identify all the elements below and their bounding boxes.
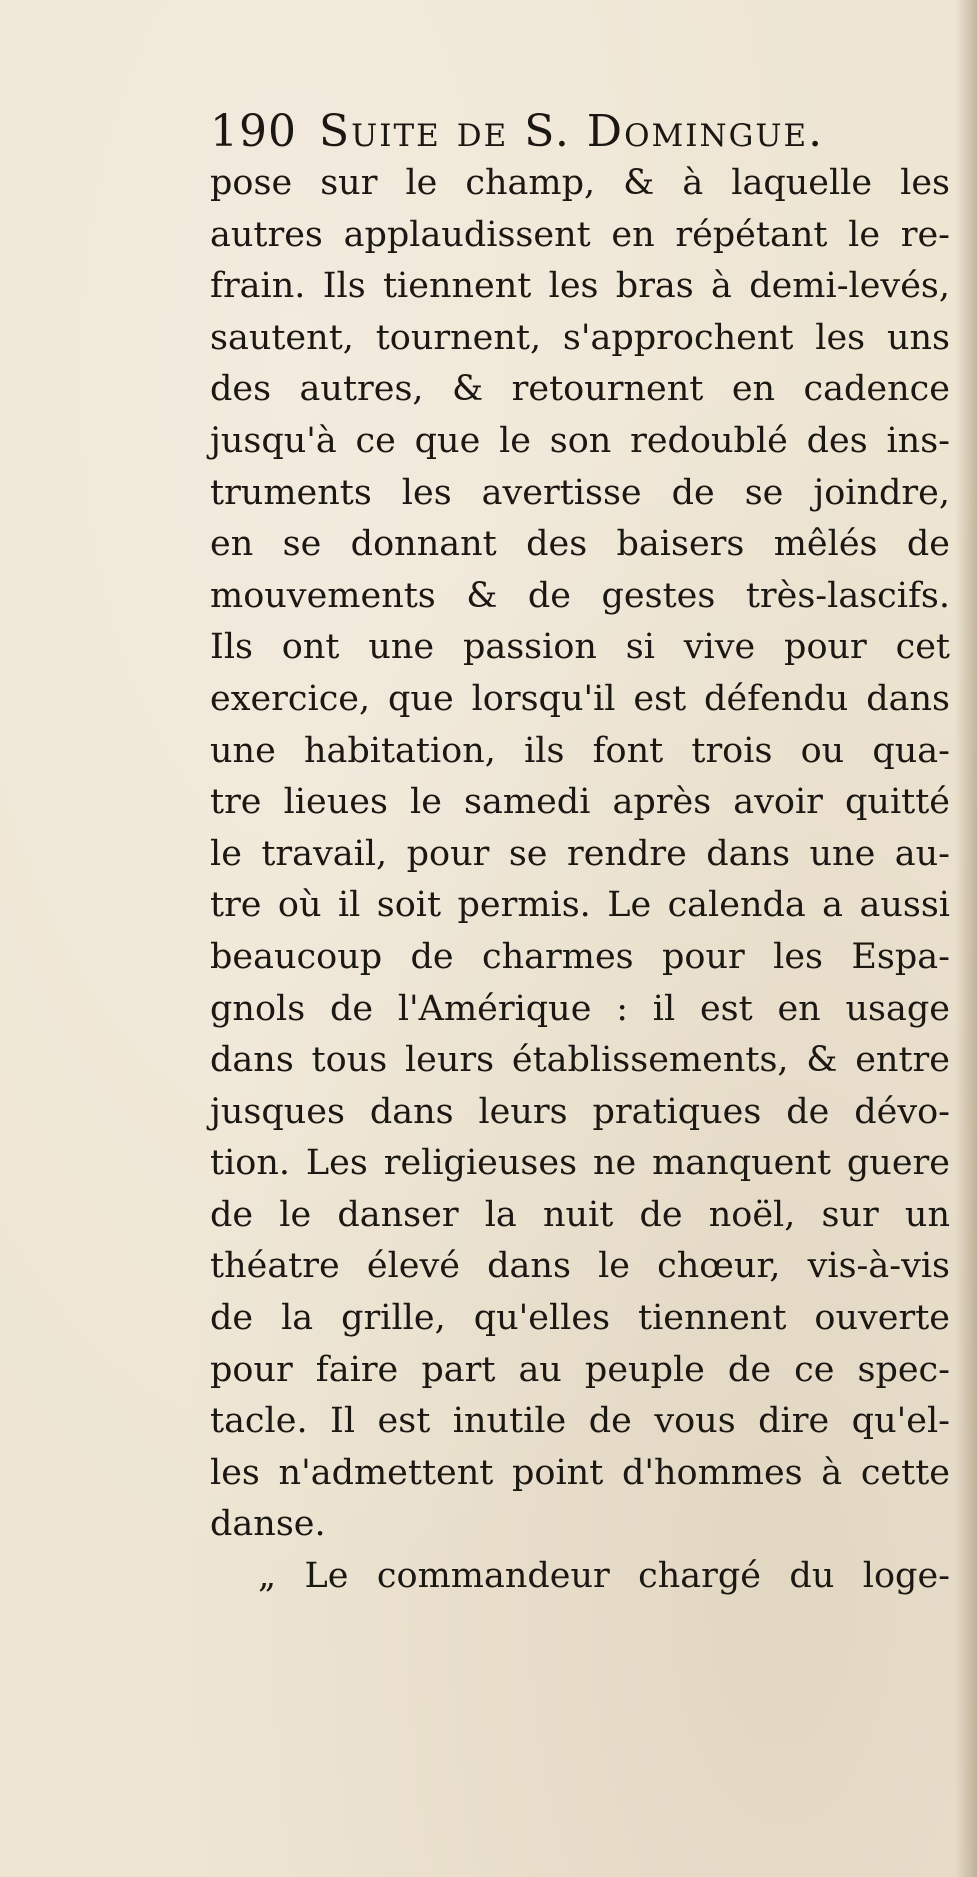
text-line: des autres, & retournent en cadence <box>210 369 950 410</box>
running-head <box>210 108 950 156</box>
running-title: Suite de S. Domingue. <box>318 106 825 157</box>
text-line: tre lieues le samedi après avoir quitté <box>210 782 950 823</box>
text-line: sautent, tournent, s'approchent les uns <box>210 317 950 358</box>
text-line: danse. <box>210 1504 326 1545</box>
page-gutter-shadow <box>955 0 977 1877</box>
text-line: dans tous leurs établissements, & entre <box>210 1040 950 1081</box>
text-line: de la grille, qu'elles tiennent ouverte <box>210 1298 950 1339</box>
text-line: en se donnant des baisers mêlés de <box>210 524 950 565</box>
text-line: le travail, pour se rendre dans une au- <box>210 833 950 874</box>
text-line: théatre élevé dans le chœur, vis-à-vis <box>210 1246 950 1287</box>
text-line: truments les avertisse de se joindre, <box>210 472 950 513</box>
text-line: de le danser la nuit de noël, sur un <box>210 1194 950 1235</box>
text-line: frain. Ils tiennent les bras à demi-levés, <box>210 266 950 307</box>
text-line: jusques dans leurs pratiques de dévo- <box>210 1091 950 1132</box>
text-line: pose sur le champ, & à laquelle les <box>210 163 950 203</box>
text-line: „ Le commandeur chargé du loge- <box>258 1556 950 1597</box>
text-line: Ils ont une passion si vive pour cet <box>210 627 950 668</box>
text-line: jusqu'à ce que le son redoublé des ins- <box>210 420 950 461</box>
text-line: les n'admettent point d'hommes à cette <box>210 1452 950 1493</box>
text-line: autres applaudissent en répétant le re- <box>210 214 950 255</box>
text-line: tacle. Il est inutile de vous dire qu'el- <box>210 1401 950 1442</box>
page-number: 190 <box>210 106 297 157</box>
text-block <box>210 108 950 1603</box>
text-line: mouvements & de gestes très-lascifs. <box>210 575 950 616</box>
text-line: gnols de l'Amérique : il est en usage <box>210 988 950 1029</box>
text-line: tre où il soit permis. Le calenda a aussi <box>210 885 950 926</box>
text-line: beaucoup de charmes pour les Espa- <box>210 936 950 977</box>
text-line: exercice, que lorsqu'il est défendu dans <box>210 678 950 719</box>
text-line: tion. Les religieuses ne manquent guere <box>210 1143 950 1184</box>
text-line: pour faire part au peuple de ce spec- <box>210 1349 950 1390</box>
text-line: une habitation, ils font trois ou qua- <box>210 730 950 771</box>
